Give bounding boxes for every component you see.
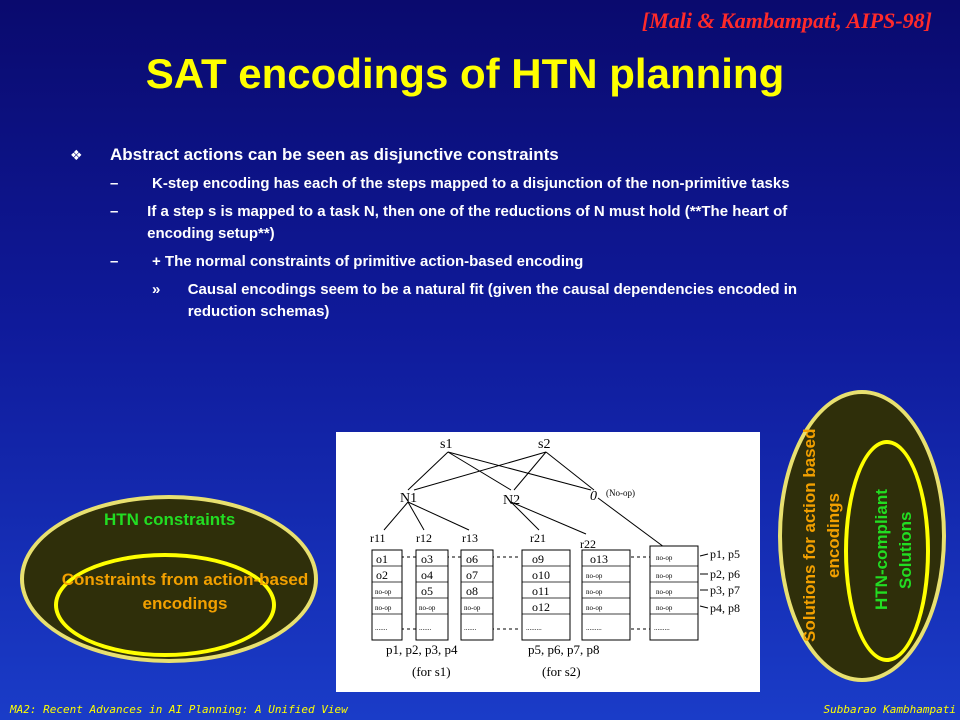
right-label: p4, p8	[710, 601, 740, 615]
right-label: p3, p7	[710, 583, 740, 597]
cell: no-op	[464, 604, 481, 612]
noop-label: (No-op)	[606, 488, 635, 498]
step-s1: s1	[440, 437, 453, 452]
cell: o2	[376, 568, 388, 582]
cell: no-op	[586, 604, 603, 612]
cell: no-op	[586, 572, 603, 580]
cell: no-op	[656, 554, 673, 562]
reduction-r11: r11	[370, 531, 386, 545]
reduction-r12: r12	[416, 531, 432, 545]
sub-bullet-1	[110, 173, 830, 195]
footer-author: Subbarao Kambhampati	[823, 703, 956, 716]
task-noop-zero: 0	[590, 489, 597, 504]
slide-content	[70, 145, 830, 329]
venn-right	[778, 390, 950, 690]
cell: no-op	[656, 572, 673, 580]
htn-encoding-figure	[336, 432, 760, 692]
cell: .......	[464, 624, 477, 632]
bullet-icon: ❖	[70, 147, 83, 163]
cell: o9	[532, 552, 544, 566]
sub-sub-bullet-1-text: Causal encodings seem to be a natural fit (given the causal dependencies encoded in reduction schemas)	[187, 281, 798, 320]
task-n2: N2	[503, 493, 521, 508]
sub-bullet-2-text: If a step s is mapped to a task N, then one of the reductions of N must hold (**The heart of encoding setup**)	[147, 203, 788, 242]
htn-constraints-label: HTN constraints	[104, 510, 236, 529]
cell: .........	[586, 624, 602, 632]
cell: o4	[421, 568, 433, 582]
cell: .........	[526, 624, 542, 632]
sub-bullet-3	[110, 251, 830, 273]
right-arrows	[700, 554, 708, 608]
cell: .........	[654, 624, 670, 632]
solutions-action-label: Solutions for action based encodings	[800, 428, 843, 642]
bullet-main-text: Abstract actions can be seen as disjunctive constraints	[110, 145, 559, 164]
action-constraints-label: Constraints from action-based encodings	[61, 570, 309, 613]
htn-compliant-label: HTN-compliant Solutions	[872, 489, 915, 611]
cell: o8	[466, 584, 478, 598]
citation: [Mali & Kambampati, AIPS-98]	[641, 8, 932, 33]
right-label: p2, p6	[710, 567, 740, 581]
sub-bullet-3-text: + The normal constraints of primitive action-based encoding	[152, 253, 584, 270]
cell: o6	[466, 552, 478, 566]
cell: o12	[532, 600, 550, 614]
reduction-r22: r22	[580, 537, 596, 551]
dash-icon: –	[110, 175, 119, 192]
cell: no-op	[375, 588, 392, 596]
cell: no-op	[586, 588, 603, 596]
cell: o13	[590, 552, 608, 566]
cell: no-op	[656, 604, 673, 612]
right-labels	[710, 547, 740, 615]
cell: o10	[532, 568, 550, 582]
slide-title: SAT encodings of HTN planning	[145, 50, 785, 97]
sub-bullet-1-text: K-step encoding has each of the steps mapped to a disjunction of the non-primitive tasks	[152, 175, 790, 192]
cell: .......	[375, 624, 388, 632]
task-n1: N1	[400, 491, 418, 506]
reduction-r13: r13	[462, 531, 478, 545]
dash-icon: –	[110, 253, 119, 270]
reduction-r21: r21	[530, 531, 546, 545]
cell: o3	[421, 552, 433, 566]
venn-left	[20, 495, 320, 670]
right-label: p1, p5	[710, 547, 740, 561]
bottom-left-sublabel: (for s1)	[412, 664, 451, 679]
figure-svg	[336, 432, 760, 692]
step-s2: s2	[538, 437, 551, 452]
dash-icon: –	[110, 203, 119, 220]
cell: no-op	[375, 604, 392, 612]
bullet-main	[70, 145, 830, 165]
cell: no-op	[419, 604, 436, 612]
cell: .......	[419, 624, 432, 632]
cell: o5	[421, 584, 433, 598]
bottom-right-sublabel: (for s2)	[542, 664, 581, 679]
cell: no-op	[656, 588, 673, 596]
raquo-icon: »	[152, 281, 161, 298]
footer-course: MA2: Recent Advances in AI Planning: A Unified View	[10, 703, 348, 716]
cell: o7	[466, 568, 478, 582]
bottom-left-label: p1, p2, p3, p4	[386, 642, 458, 657]
sub-bullet-2	[110, 201, 830, 245]
bottom-right-label: p5, p6, p7, p8	[528, 642, 600, 657]
sub-sub-bullet-1	[152, 279, 830, 323]
cell: o11	[532, 584, 550, 598]
cell: o1	[376, 552, 388, 566]
